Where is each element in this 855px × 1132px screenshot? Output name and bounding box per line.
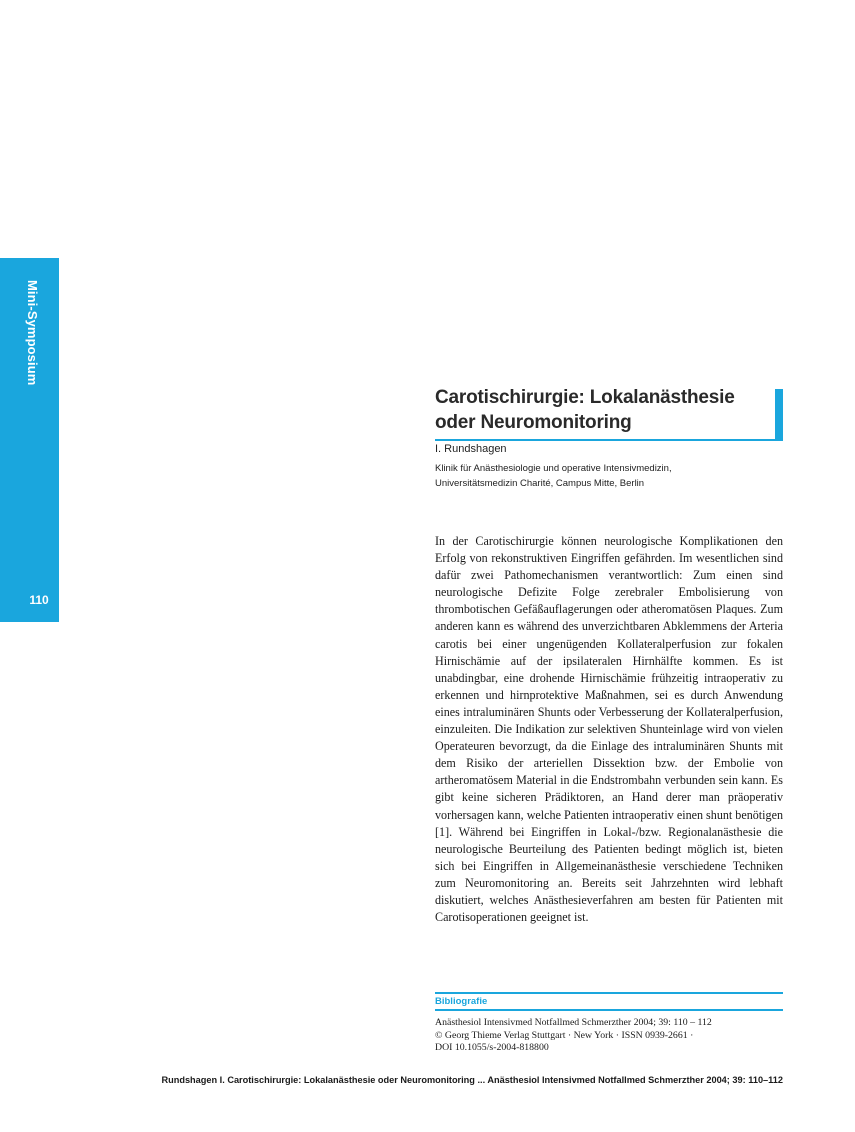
bibliography-heading: Bibliografie bbox=[435, 992, 783, 1011]
section-label: Mini-Symposium bbox=[25, 280, 40, 386]
article-title bbox=[435, 385, 783, 435]
bibliography-details bbox=[435, 1017, 783, 1055]
author: I. Rundshagen bbox=[435, 443, 507, 455]
bibliography-publisher-line: © Georg Thieme Verlag Stuttgart · New York · ISSN 0939-2661 · bbox=[435, 1029, 694, 1041]
bibliography-journal-line: Anästhesiol Intensivmed Notfallmed Schmerzther 2004; 39: 110 – 112 bbox=[435, 1017, 712, 1028]
affiliation-line-1: Klinik für Anästhesiologie und operative Intensivmedizin, bbox=[435, 463, 672, 474]
article-title-line-2: oder Neuromonitoring bbox=[435, 412, 632, 433]
abstract-text: In der Carotischirurgie können neurologische Komplikationen den Erfolg von rekonstruktiven Eingriffen gefährden. Im wesentlichen sind dafür zwei Pathomechanismen verantwortlich: Zum einen sind neurologische Defizite Folge zerebraler Embolisierung von thrombotischen Gefäßauflagerungen oder atheromatösen Plaques. Zum anderen kann es während des unverzichtbaren Abklemmens der Arteria carotis bei einer ungenügenden Kollateralperfusion zur fokalen Hirnischämie auf der ipsilateralen Hirnhälfte kommen. Es ist unabdingbar, eine drohende Hirnischämie frühzeitig intraoperativ zu erkennen und hirnprotektive Maßnahmen, sei es durch Anwendung eines intraluminären Shunts oder Verbesserung der Kollateralperfusion, einzuleiten. Die Indikation zur selektiven Shunteinlage wird von vielen Operateuren bevorzugt, da die Einlage des intraluminären Shunts mit dem Risiko der arteriellen Dissektion bzw. der Embolie von artheromatösem Material in die Endstrombahn verbunden sein kann. Es gibt keine sicheren Prädiktoren, an Hand derer man präoperativ vorhersagen kann, welche Patienten intraoperativ einen shunt benötigen [1]. Während bei Eingriffen in Lokal-/bzw. Regionalanästhesie die neurologische Beurteilung des Patienten bedingt möglich ist, bieten sich bei Eingriffen in Allgemeinanästhesie verschiedene Techniken zum Neuromonitoring an. Bereits seit Jahrzehnten wird lebhaft diskutiert, welches Anästhesieverfahren am besten für Patienten mit Carotisoperationen geeignet ist. bbox=[435, 534, 783, 925]
running-footer: Rundshagen I. Carotischirurgie: Lokalanästhesie oder Neuromonitoring ... Anästhesiol Intensivmed Notfallmed Schmerzther 2004; 39: 110–112 bbox=[161, 1075, 783, 1085]
affiliation bbox=[435, 461, 735, 491]
page-number: 110 bbox=[29, 593, 49, 607]
affiliation-line-2: Universitätsmedizin Charité, Campus Mitte, Berlin bbox=[435, 478, 645, 489]
title-accent-bar bbox=[775, 389, 783, 439]
title-block bbox=[435, 385, 783, 441]
bibliography-doi-line: DOI 10.1055/s-2004-818800 bbox=[435, 1042, 549, 1053]
bibliography-box bbox=[435, 992, 783, 1055]
article-title-line-1: Carotischirurgie: Lokalanästhesie bbox=[435, 387, 735, 408]
